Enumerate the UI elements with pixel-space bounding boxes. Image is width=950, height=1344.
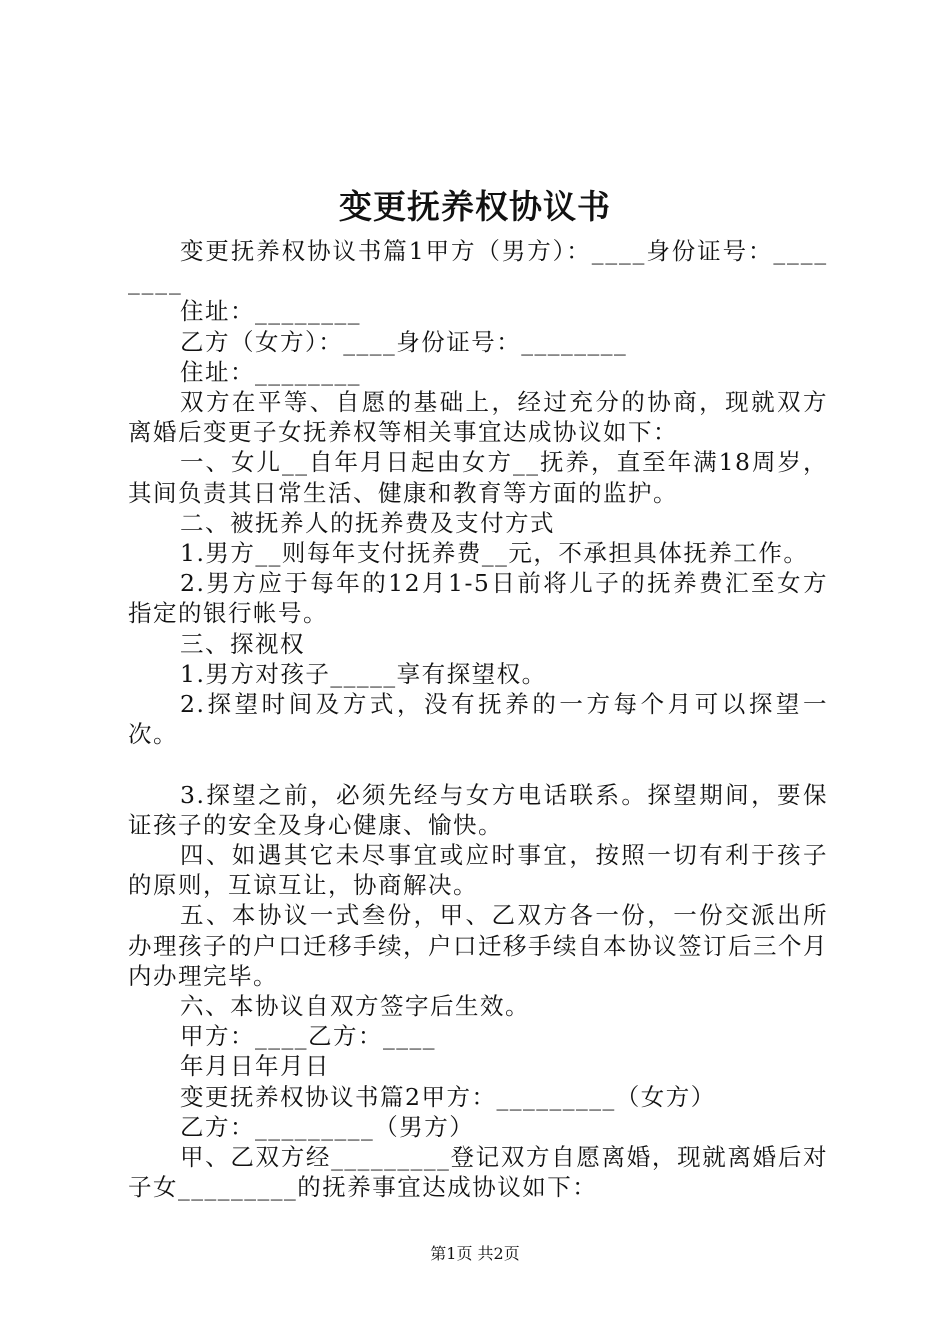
paragraph-part-2-party-a: 变更抚养权协议书篇2甲方：_________（女方）	[180, 1082, 716, 1111]
paragraph-clause-2: 二、被抚养人的抚养费及支付方式	[180, 508, 555, 537]
paragraph-part-2-party-b: 乙方：_________（男方）	[180, 1112, 475, 1141]
paragraph-party-a: 变更抚养权协议书篇1甲方（男方）：____身份证号：________	[128, 237, 828, 296]
paragraph-dates: 年月日年月日	[180, 1052, 330, 1081]
paragraph-clause-1: 一、女儿__自年月日起由女方__抚养，直至年满18周岁，其间负责其日常生活、健康和教育等方面的监护。	[128, 448, 828, 507]
page-footer: 第1页 共2页	[430, 1244, 520, 1263]
paragraph-clause-5: 五、本协议一式叁份，甲、乙双方各一份，一份交派出所办理孩子的户口迁移手续，户口迁移手续自本协议签订后三个月内办理完毕。	[128, 901, 828, 990]
paragraph-party-b-address: 住址：________	[180, 357, 361, 386]
paragraph-clause-3-1: 1.男方对孩子_____享有探望权。	[180, 659, 547, 688]
paragraph-clause-3-3: 3.探望之前，必须先经与女方电话联系。探望期间，要保证孩子的安全及身心健康、愉快。	[128, 780, 828, 839]
paragraph-clause-2-1: 1.男方__则每年支付抚养费__元，不承担具体抚养工作。	[180, 539, 809, 568]
paragraph-party-a-address: 住址：________	[180, 297, 361, 326]
paragraph-clause-4: 四、如遇其它未尽事宜或应时事宜，按照一切有利于孩子的原则，互谅互让，协商解决。	[128, 841, 828, 900]
paragraph-clause-2-2: 2.男方应于每年的12月1-5日前将儿子的抚养费汇至女方指定的银行帐号。	[128, 569, 828, 628]
document-title: 变更抚养权协议书	[339, 187, 611, 226]
document-body	[128, 236, 828, 1202]
paragraph-clause-3: 三、探视权	[180, 629, 305, 658]
paragraph-party-b: 乙方（女方）：____身份证号：________	[180, 327, 628, 356]
paragraph-signatures: 甲方：____乙方：____	[180, 1022, 436, 1051]
blank-line	[128, 749, 828, 779]
paragraph-preamble: 双方在平等、自愿的基础上，经过充分的协商，现就双方离婚后变更子女抚养权等相关事宜达成协议如下：	[128, 388, 828, 447]
paragraph-clause-6: 六、本协议自双方签字后生效。	[180, 992, 530, 1021]
paragraph-part-2-preamble: 甲、乙双方经_________登记双方自愿离婚，现就离婚后对子女_________的抚养事宜达成协议如下：	[128, 1143, 828, 1202]
paragraph-clause-3-2: 2.探望时间及方式，没有抚养的一方每个月可以探望一次。	[128, 690, 828, 749]
